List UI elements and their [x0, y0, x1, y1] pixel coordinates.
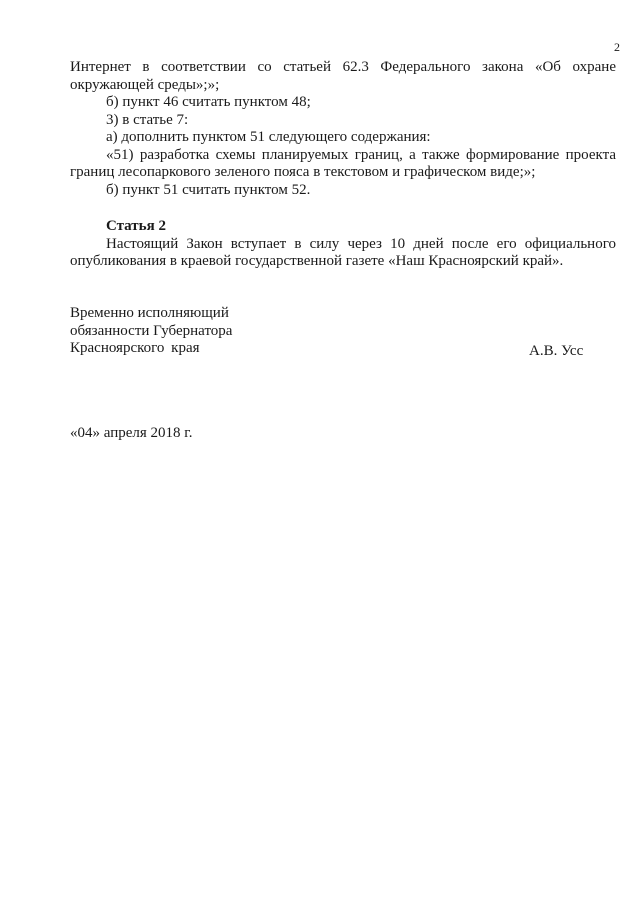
list-item: 3) в статье 7: — [106, 111, 189, 128]
signature-title-line: Красноярского края — [70, 340, 200, 356]
page-number: 2 — [614, 40, 620, 54]
signatory-name: А.В. Усс — [529, 343, 584, 359]
article-2 — [70, 218, 616, 271]
signature-title — [70, 305, 370, 358]
paragraph-line: окружающей среды»;»; — [70, 76, 220, 93]
article-heading: Статья 2 — [106, 218, 166, 234]
paragraph-line: опубликования в краевой государственной газете «Наш Красноярский край». — [70, 253, 564, 269]
paragraph-line: Настоящий Закон вступает в силу через 10 дней после его официального — [106, 235, 616, 252]
article-1-continuation — [70, 59, 616, 199]
list-item: б) пункт 51 считать пунктом 52. — [106, 181, 311, 198]
quoted-line: границ лесопаркового зеленого пояса в текстовом и графическом виде;»; — [70, 164, 536, 180]
list-item: б) пункт 46 считать пунктом 48; — [106, 94, 311, 110]
signature-title-line: Временно исполняющий — [70, 305, 229, 321]
signature-title-line: обязанности Губернатора — [70, 322, 233, 339]
quoted-line: «51) разработка схемы планируемых границ, а также формирование проекта — [106, 146, 616, 163]
document-date: «04» апреля 2018 г. — [70, 425, 193, 441]
paragraph-line: Интернет в соответствии со статьей 62.3 Федерального закона «Об охране — [70, 59, 616, 75]
list-item: а) дополнить пунктом 51 следующего содержания: — [106, 129, 431, 145]
